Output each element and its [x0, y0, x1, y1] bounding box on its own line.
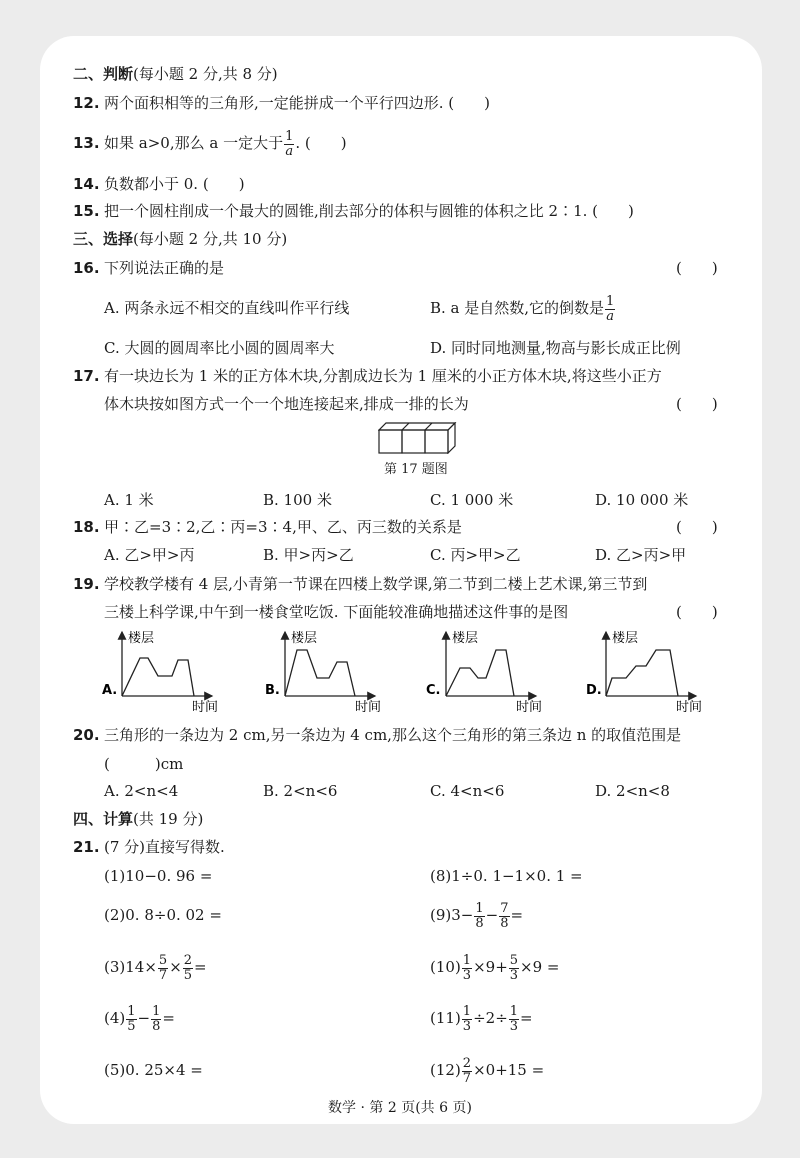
q18-answer-blank: ( ) — [676, 518, 718, 536]
calc-item-12: (12) $\frac{2}{7}$ ×0+15 = — [430, 1055, 545, 1086]
q20-option-b: B. 2<n<6 — [263, 782, 338, 800]
q17-figure-caption: 第 17 题图 — [384, 462, 448, 477]
q18-option-c: C. 丙>甲>乙 — [430, 546, 521, 564]
q19-answer-blank: ( ) — [676, 603, 718, 621]
axis-label-time: 时间 — [516, 700, 543, 712]
q20-option-c: C. 4<n<6 — [430, 782, 505, 800]
q19-graph-b — [263, 628, 393, 712]
calc-item-1: (1)10−0. 96 = — [104, 867, 213, 885]
q17-line2: 体木块按如图方式一个一个地连接起来,排成一排的长为 — [104, 395, 469, 413]
q20-line2: ( )cm — [104, 755, 184, 773]
q19-number: 19. — [73, 575, 100, 593]
q20-line1: 三角形的一条边为 2 cm,另一条边为 4 cm,那么这个三角形的第三条边 n 的取值范围是 — [104, 726, 682, 744]
q17-line1: 有一块边长为 1 米的正方体木块,分割成边长为 1 厘米的小正方体木块,将这些小正方 — [104, 367, 662, 385]
q12-number: 12. — [73, 94, 100, 112]
section-heading-judge: 二、判断(每小题 2 分,共 8 分) — [73, 65, 278, 83]
section-heading-calc: 四、计算(共 19 分) — [73, 810, 204, 828]
q16-option-c: C. 大圆的圆周率比小圆的圆周率大 — [104, 339, 335, 357]
q18-number: 18. — [73, 518, 100, 536]
q14-text: 负数都小于 0. ( ) — [104, 175, 245, 193]
q16-option-a: A. 两条永远不相交的直线叫作平行线 — [104, 299, 350, 317]
calc-item-11: (11) $\frac{1}{3}$ ÷2÷ $\frac{1}{3}$ = — [430, 1003, 533, 1034]
q16-answer-blank: ( ) — [676, 259, 718, 277]
axis-label-time: 时间 — [355, 700, 382, 712]
q18-text: 甲∶乙=3∶2,乙∶丙=3∶4,甲、乙、丙三数的关系是 — [104, 518, 462, 536]
q20-option-d: D. 2<n<8 — [595, 782, 670, 800]
axis-label-floor: 楼层 — [291, 631, 318, 646]
q12-text: 两个面积相等的三角形,一定能拼成一个平行四边形. ( ) — [104, 94, 491, 112]
q21-number: 21. — [73, 838, 100, 856]
axis-label-time: 时间 — [192, 700, 219, 712]
q20-number: 20. — [73, 726, 100, 744]
axis-label-time: 时间 — [676, 700, 703, 712]
q20-option-a: A. 2<n<4 — [104, 782, 179, 800]
q17-option-c: C. 1 000 米 — [430, 491, 514, 509]
graph-option-label: D. — [586, 683, 602, 698]
q14-number: 14. — [73, 175, 100, 193]
q17-number: 17. — [73, 367, 100, 385]
q18-option-a: A. 乙>甲>丙 — [104, 546, 195, 564]
q17-option-b: B. 100 米 — [263, 491, 332, 509]
q17-option-a: A. 1 米 — [104, 491, 154, 509]
q21-text: (7 分)直接写得数. — [104, 838, 225, 856]
q18-option-d: D. 乙>丙>甲 — [595, 546, 687, 564]
calc-item-10: (10) $\frac{1}{3}$ ×9+ $\frac{5}{3}$ ×9 = — [430, 952, 560, 983]
calc-item-5: (5)0. 25×4 = — [104, 1061, 203, 1079]
calc-item-2: (2)0. 8÷0. 02 = — [104, 906, 222, 924]
calc-item-8: (8)1÷0. 1−1×0. 1 = — [430, 867, 583, 885]
q15-text: 把一个圆柱削成一个最大的圆锥,削去部分的体积与圆锥的体积之比 2∶1. ( ) — [104, 202, 634, 220]
q13-text: 如果 a>0,那么 a 一定大于 $\frac{1}{a}$ . ( ) — [104, 128, 347, 159]
graph-option-label: C. — [426, 683, 441, 698]
fraction: $\frac{1}{a}$ — [285, 128, 294, 159]
q13-number: 13. — [73, 134, 100, 152]
calc-item-3: (3)14× $\frac{5}{7}$ × $\frac{2}{5}$ = — [104, 952, 207, 983]
page-footer: 数学 · 第 2 页(共 6 页) — [328, 1100, 472, 1116]
q19-graph-c — [424, 628, 554, 712]
q17-option-d: D. 10 000 米 — [595, 491, 689, 509]
axis-label-floor: 楼层 — [612, 631, 639, 646]
q19-line1: 学校教学楼有 4 层,小青第一节课在四楼上数学课,第二节到二楼上艺术课,第三节到 — [104, 575, 648, 593]
section-heading-choice: 三、选择(每小题 2 分,共 10 分) — [73, 230, 288, 248]
calc-item-9: (9)3− $\frac{1}{8}$ − $\frac{7}{8}$ = — [430, 900, 524, 931]
q16-number: 16. — [73, 259, 100, 277]
q16-option-b: B. a 是自然数,它的倒数是 $\frac{1}{a}$ — [430, 293, 615, 324]
graph-option-label: A. — [102, 683, 118, 698]
q17-answer-blank: ( ) — [676, 395, 718, 413]
q18-option-b: B. 甲>丙>乙 — [263, 546, 354, 564]
cube-row-figure — [378, 422, 458, 454]
q19-graph-a — [100, 628, 230, 712]
axis-label-floor: 楼层 — [452, 631, 479, 646]
axis-label-floor: 楼层 — [128, 631, 155, 646]
q15-number: 15. — [73, 202, 100, 220]
calc-item-4: (4) $\frac{1}{5}$ − $\frac{1}{8}$ = — [104, 1003, 175, 1034]
q16-text: 下列说法正确的是 — [104, 259, 225, 277]
graph-option-label: B. — [265, 683, 280, 698]
q19-line2: 三楼上科学课,中午到一楼食堂吃饭. 下面能较准确地描述这件事的是图 — [104, 603, 569, 621]
q19-graph-d — [584, 628, 714, 712]
q16-option-d: D. 同时同地测量,物高与影长成正比例 — [430, 339, 681, 357]
